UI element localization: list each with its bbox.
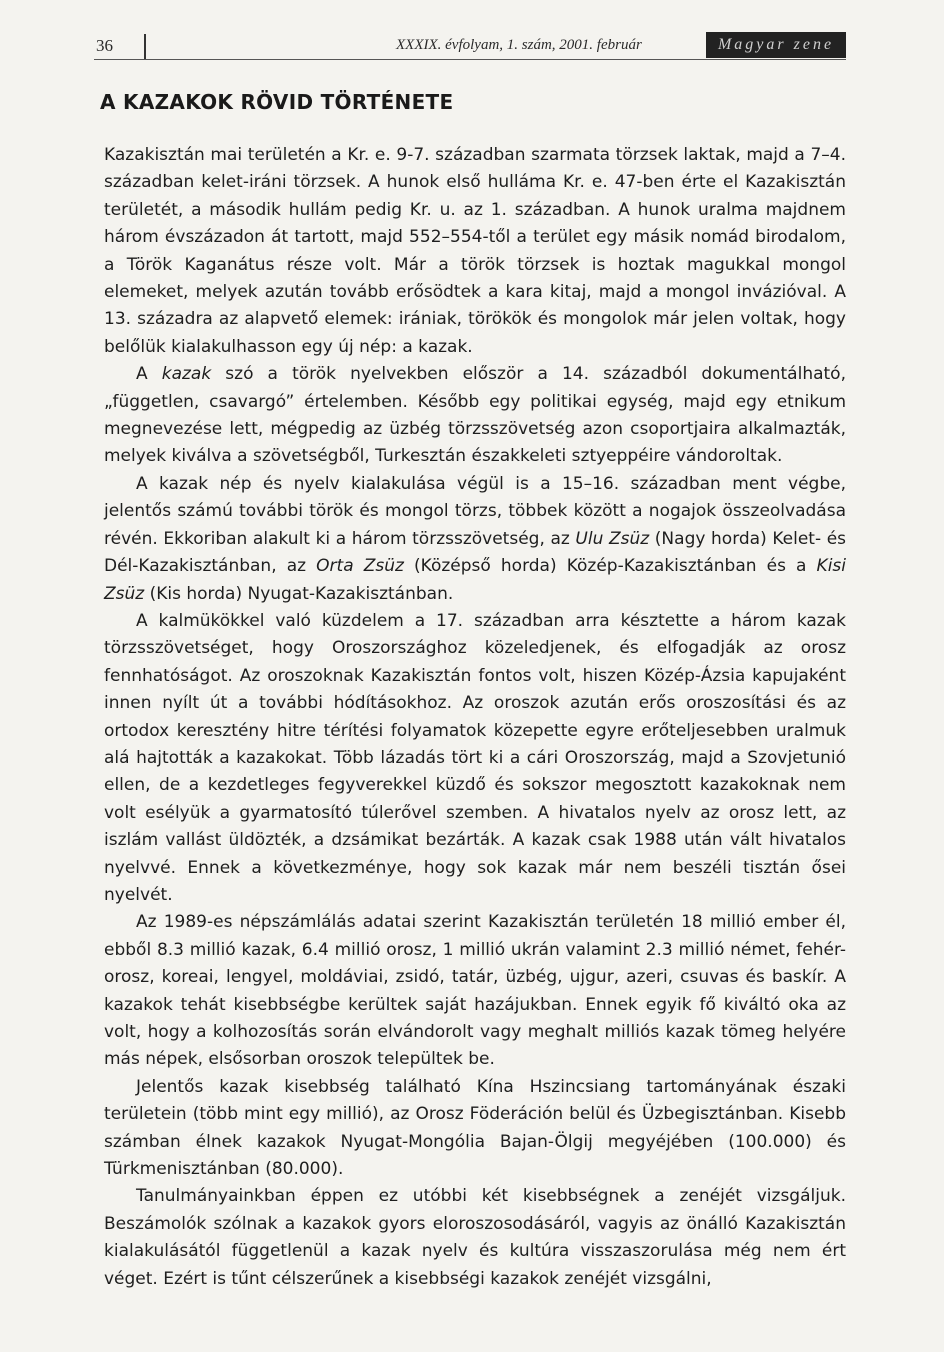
page-number: 36 bbox=[96, 36, 113, 55]
text-run: Jelentős kazak kisebbség található Kína Hszincsiang tartományának északi területein (több mint egy millió), az Orosz Föderáción belül és Üzbegisztánban. Kisebb számban élnek kazakok Nyugat-Mongólia Bajan-Ölgij megyéjében (100.000) és Türkmenisztánban (80.000). bbox=[104, 1076, 846, 1180]
article-title: A KAZAKOK RÖVID TÖRTÉNETE bbox=[100, 90, 454, 114]
paragraph bbox=[104, 361, 846, 471]
italic-term: kazak bbox=[161, 364, 212, 385]
header-rule bbox=[94, 59, 846, 60]
header-divider bbox=[144, 34, 146, 60]
paragraph bbox=[104, 1074, 846, 1184]
italic-term: Orta Zsüz bbox=[316, 556, 404, 577]
paragraph bbox=[104, 1183, 846, 1293]
text-run: A kazak nép és nyelv kialakulása végül is a 15–16. században ment végbe, jelentős számú további török és mongol törzs, többek között a nogajok összeolvadása révén. Ekkoriban alakult ki a három törzsszövetség, az bbox=[104, 473, 846, 549]
text-run: (Középső horda) Közép-Kazakisztánban és a bbox=[403, 556, 817, 577]
italic-term: Ulu Zsüz bbox=[575, 528, 650, 549]
paragraph bbox=[104, 142, 846, 361]
text-run: Tanulmányainkban éppen ez utóbbi két kisebbségnek a zenéjét vizsgáljuk. Beszámolók szólnak a kazakok gyors eloroszosodásáról, vagyis az önálló Kazakisztán kialakulásától függetlenül a kazak nyelv és kultúra visszaszorulása még nem ért véget. Ezért is tűnt célszerűnek a kisebbségi kazakok zenéjét vizsgálni, bbox=[104, 1186, 846, 1289]
text-run: A kalmükökkel való küzdelem a 17. században arra késztette a három kazak törzsszövetséget, hogy Oroszországhoz közeledjenek, és elfogadják az orosz fennhatóságot. Az oroszoknak Kazakisztán fontos volt, hiszen Közép-Ázsia kapujaként innen nyílt út a további hódításokhoz. Az oroszok azután erős oroszosítási és az ortodox keresztény hitre térítési folyamatok közepette egyre erőteljesebben uralmuk alá hajtották a kazakokat. Több lázadás tört ki a cári Oroszország, majd a Szovjetunió ellen, de a kezdetleges fegyverekkel küzdő és sokszor megosztott kazakoknak nem volt esélyük a gyarmatosító túlerővel szemben. A hivatalos nyelv az orosz lett, az iszlám vallást üldözték, a dzsámikat bezárták. A kazak csak 1988 után vált hivatalos nyelvvé. Ennek a következménye, hogy sok kazak már nem beszéli tisztán ősei nyelvét. bbox=[104, 610, 846, 905]
paragraph bbox=[104, 909, 846, 1073]
paragraph bbox=[104, 471, 846, 608]
magazine-name-badge: Magyar zene bbox=[706, 32, 846, 58]
paragraph bbox=[104, 608, 846, 909]
text-run: szó a török nyelvekben először a 14. századból dokumentálható, „független, csavargó” értelemben. Később egy politikai egység, majd egy etnikum megnevezése lett, mégpedig az üzbég törzsszövetség azon csoportjaira alkalmazták, melyek kiválva a szövetségből, Turkesztán északkeleti sztyeppéire vándoroltak. bbox=[104, 364, 846, 467]
article-body bbox=[104, 142, 846, 1293]
text-run: Az 1989-es népszámlálás adatai szerint Kazakisztán területén 18 millió ember él, ebből 8.3 millió kazak, 6.4 millió orosz, 1 millió ukrán valamint 2.3 millió német, fehér-orosz, koreai, lengyel, moldáviai, zsidó, tatár, üzbég, ujgur, azeri, csuvas és baskír. A kazakok tehát kisebbségbe kerültek saját hazájukban. Ennek egyik fő kiváltó oka az volt, hogy a kolhozosítás során elvándorolt vagy meghalt milliós kazak tömeg helyére más népek, elsősorban oroszok települtek be. bbox=[104, 912, 846, 1070]
text-run: (Nagy horda) Kelet- és Dél-Kazakisztánban, az bbox=[104, 528, 847, 577]
text-run: Kazakisztán mai területén a Kr. e. 9-7. században szarmata törzsek laktak, majd a 7–4. században kelet-iráni törzsek. A hunok első hulláma Kr. e. 47-ben érte el Kazakisztán területét, a második hullám pedig Kr. u. az 1. században. A hunok uralma majdnem három évszázadon át tartott, majd 552–554-től a terület egy másik nomád birodalom, a Török Kaganátus része volt. Már a török törzsek is hoztak magukkal mongol elemeket, melyek azután tovább erősödtek a kara kitaj, majd a mongol invázióval. A 13. századra az alapvető elemek: irániak, törökök és mongolok már jelen voltak, hogy belőlük kialakulhasson egy új nép: a kazak. bbox=[104, 145, 846, 357]
text-run: (Kis horda) Nyugat-Kazakisztánban. bbox=[144, 583, 454, 604]
running-header bbox=[94, 30, 846, 62]
italic-term: Kisi Zsüz bbox=[104, 556, 846, 604]
issue-info: XXXIX. évfolyam, 1. szám, 2001. február bbox=[396, 37, 642, 53]
text-run: A bbox=[136, 364, 162, 385]
